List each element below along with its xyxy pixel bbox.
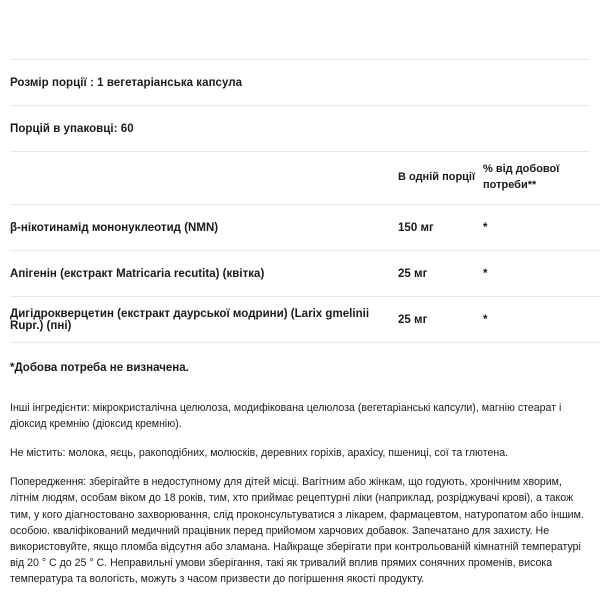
warning-paragraph: Попередження: зберігайте в недоступному для дітей місці. Вагітним або жінкам, що годують, хронічним хворим, літнім людям, особам віком до 18 років, тим, хто приймає рецептурні ліки (наприклад, розріджувачі крові), а також тим, у кого діагностовано захворювання, слід проконсультуватися з лікарем, фармацевтом, натуропатом або іншим. особою. кваліфікований медичний працівник перед прийомом харчових добавок. Запечатано для захисту. Не використовуйте, якщо пломба відсутня або зламана. Найкраще зберігати при контрольованій кімнатній температурі від 20 ° C до 25 ° C. Неправильні умови зберігання, такі як тривалий вплив прямих сонячних променів, висока температура та вологість, можуть з часом призвести до погіршення якості продукту. <box>10 476 584 585</box>
ingredient-daily-value: * <box>483 267 488 280</box>
table-row <box>10 251 600 296</box>
serving-size-row <box>10 60 590 105</box>
ingredient-daily-value: * <box>483 221 488 234</box>
table-header-row <box>10 152 600 204</box>
servings-per-container-label: Порцій в упаковці: 60 <box>10 122 134 135</box>
ingredient-amount: 25 мг <box>398 313 428 326</box>
ingredient-amount: 150 мг <box>398 221 434 234</box>
header-daily-value: % від добової потреби** <box>483 163 560 191</box>
header-ingredient-name <box>10 152 398 204</box>
servings-per-container-row <box>10 106 590 151</box>
serving-size-label: Розмір порції : 1 вегетаріанська капсула <box>10 76 243 89</box>
allergen-free-paragraph: Не містить: молока, яєць, ракоподібних, молюсків, деревних горіхів, арахісу, пшениці, сої та глютена. <box>10 447 509 460</box>
header-amount-per-serving: В одній порції <box>398 171 476 184</box>
daily-value-footnote: *Добова потреба не визначена. <box>10 362 189 374</box>
other-ingredients-paragraph: Інші інгредієнти: мікрокристалічна целюлоза, модифікована целюлоза (вегетаріанські капсули), магнію стеарат і діоксид кремнію (діоксид кремнію). <box>10 402 562 431</box>
ingredient-name: Дигідрокверцетин (екстракт даурської модрини) (Larix gmelinii Rupr.) (пні) <box>10 307 370 332</box>
table-row <box>10 297 600 342</box>
ingredient-name: β-нікотинамід мононуклеотид (NMN) <box>10 221 219 234</box>
table-row <box>10 205 600 250</box>
ingredient-name: Апігенін (екстракт Matricaria recutita) (квітка) <box>10 267 265 280</box>
ingredient-amount: 25 мг <box>398 267 428 280</box>
top-spacer <box>10 0 590 59</box>
ingredient-daily-value: * <box>483 313 488 326</box>
supplement-facts-table <box>10 152 600 343</box>
